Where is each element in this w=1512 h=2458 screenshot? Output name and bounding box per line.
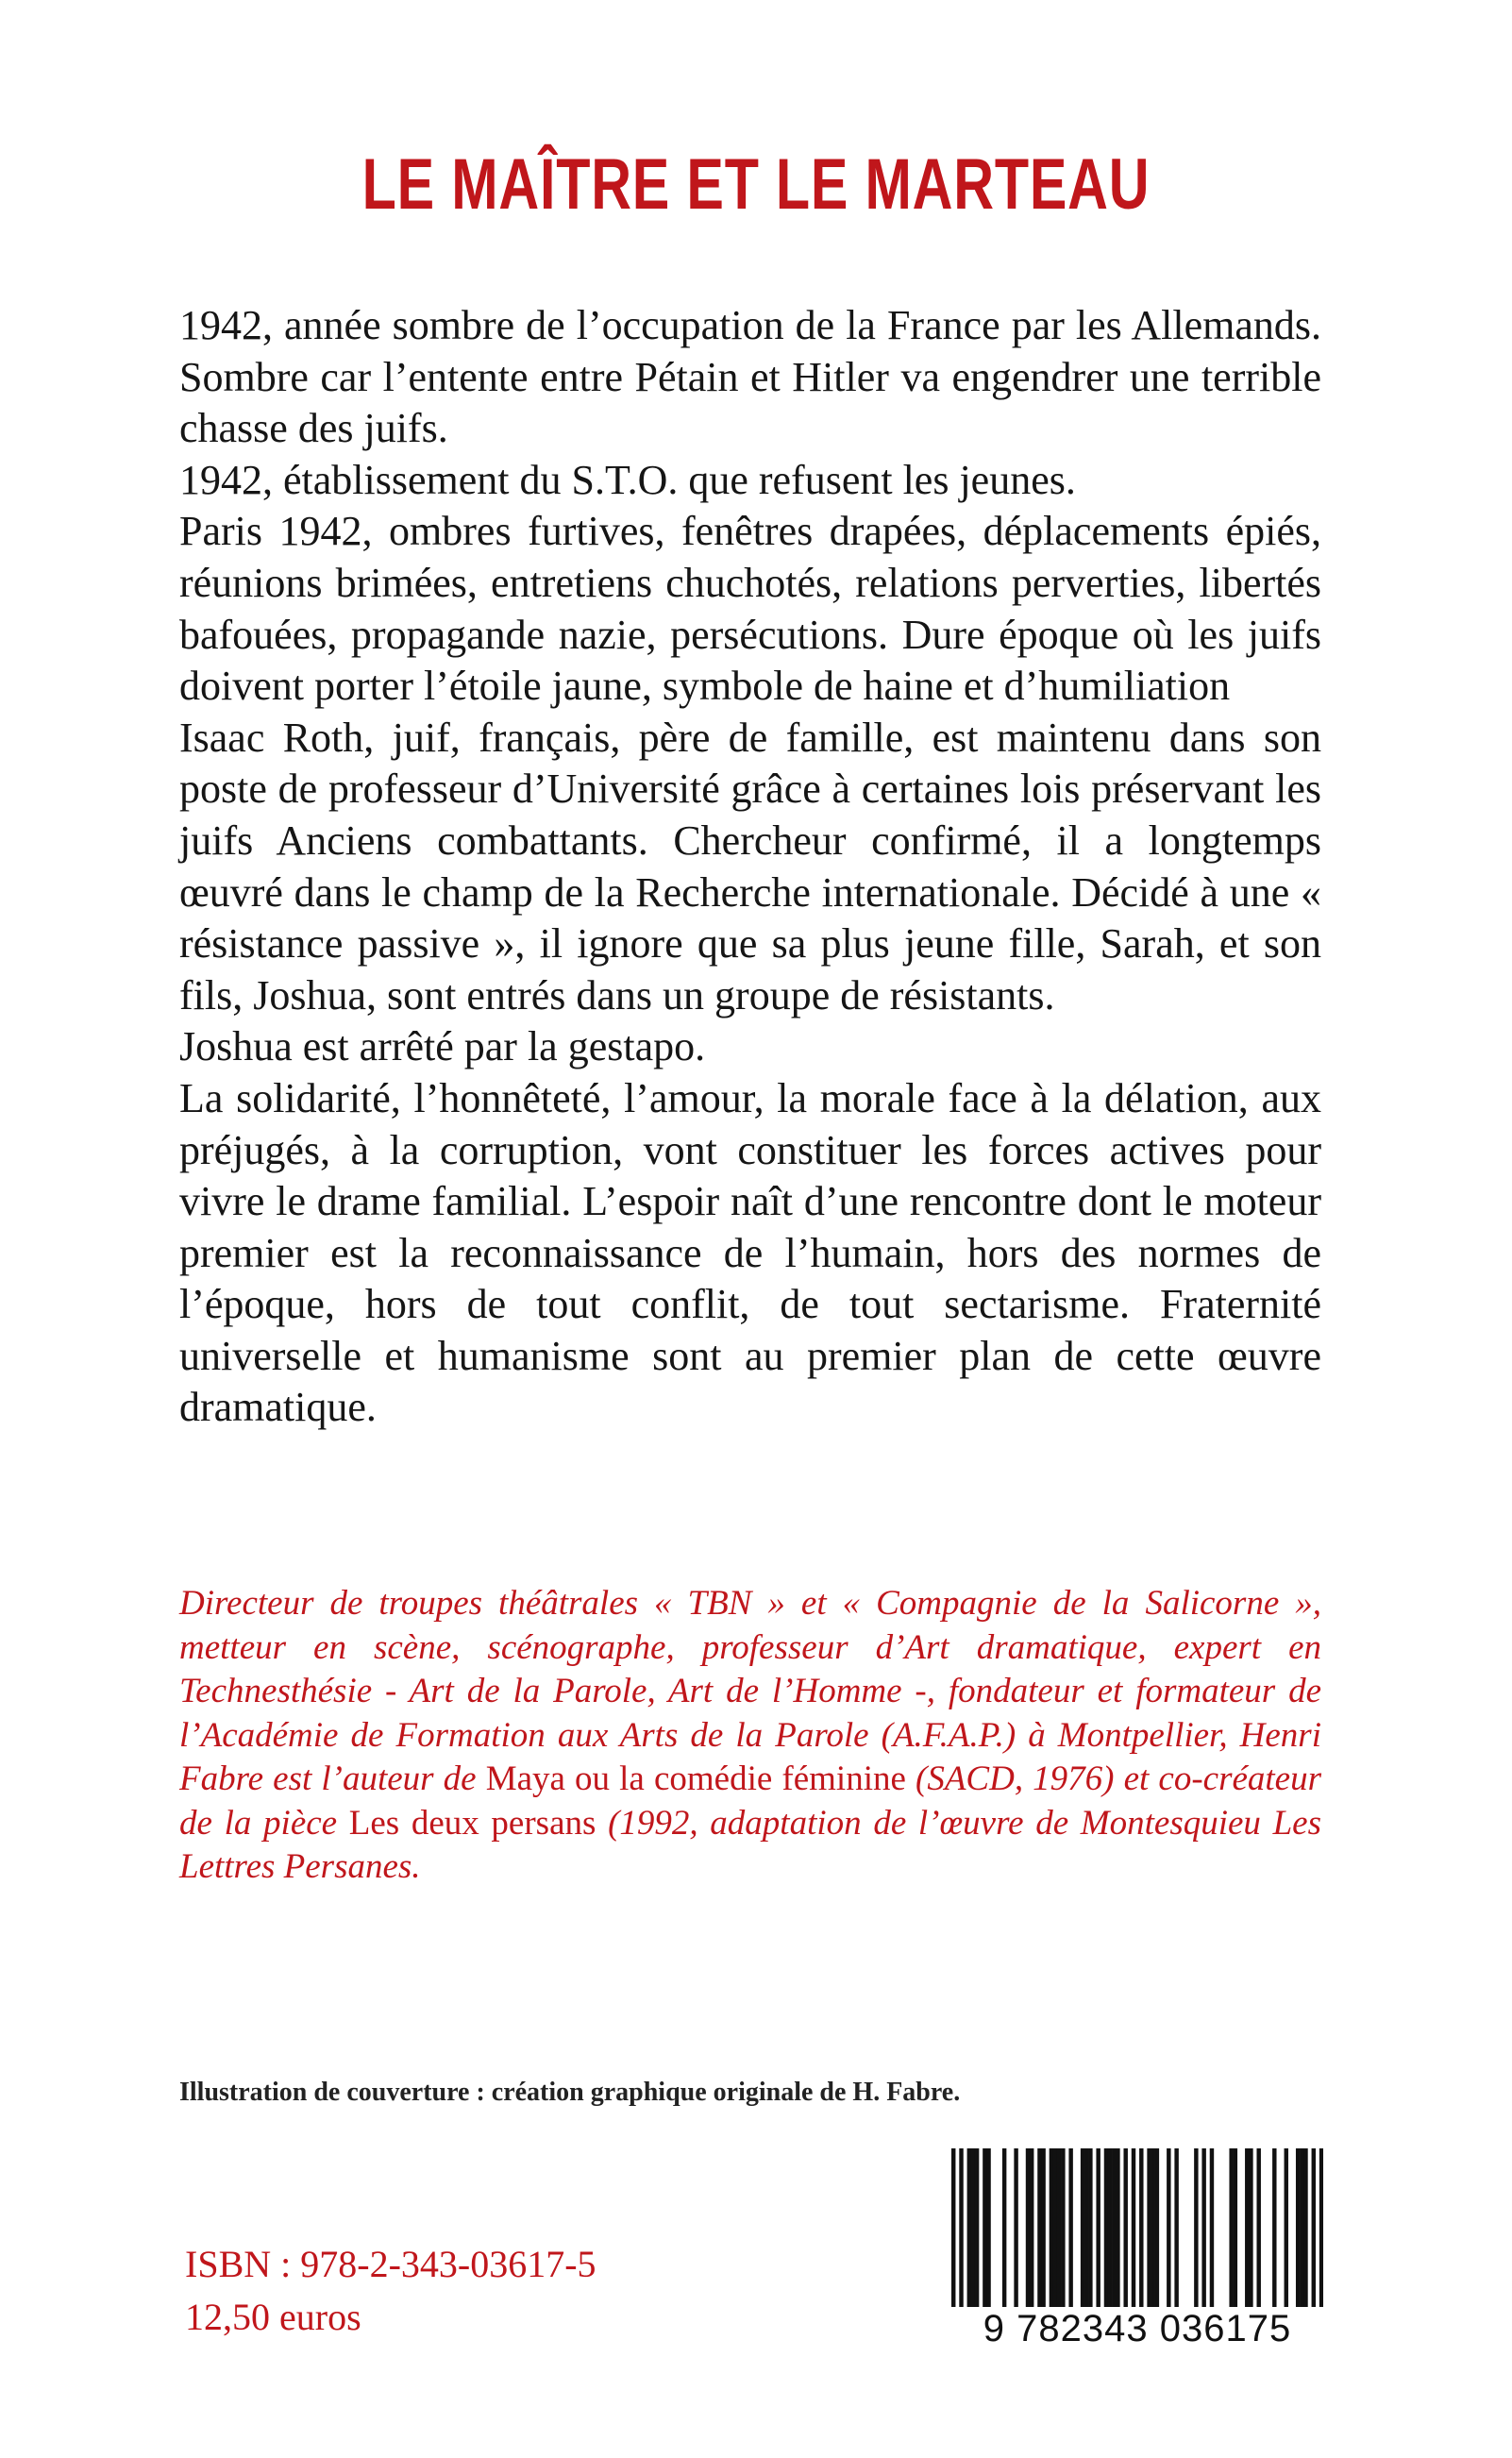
barcode-digits: 9 782343 036175: [948, 2307, 1327, 2350]
author-bio: [179, 1582, 1321, 1890]
barcode-bar: [1272, 2148, 1276, 2315]
barcode-bar: [1026, 2148, 1030, 2315]
synopsis-paragraph: Joshua est arrêté par la gestapo.: [179, 1023, 706, 1070]
barcode-bar: [1057, 2148, 1061, 2315]
barcode-bar: [1234, 2148, 1237, 2315]
barcode-bar: [1245, 2148, 1249, 2315]
author-bio-text: (1992, adaptation de l’œuvre de Montesquieu Les Lettres Persanes.: [179, 1803, 1322, 1886]
barcode-bar: [1210, 2148, 1214, 2315]
barcode-bar: [1096, 2148, 1100, 2315]
barcode-bar: [1053, 2148, 1057, 2315]
barcode-bar: [1112, 2148, 1116, 2315]
barcode-bar: [1030, 2148, 1033, 2315]
barcode-bar: [1155, 2148, 1159, 2315]
barcode-bars: [951, 2148, 1323, 2332]
synopsis-paragraph: 1942, établissement du S.T.O. que refusent les jeunes.: [179, 456, 1076, 503]
barcode-bar: [1139, 2148, 1143, 2332]
barcode-bar: [1151, 2148, 1155, 2315]
barcode-bar: [971, 2148, 975, 2315]
barcode-bar: [983, 2148, 986, 2315]
barcode-bar: [1002, 2148, 1006, 2315]
synopsis-paragraph: Isaac Roth, juif, français, père de famille, est maintenu dans son poste de professeur d’Université grâce à certaines lois préservant les juifs Anciens combattants. Chercheur confirmé, il a longtemps œuvré dans le champ de la Recherche internationale. Décidé à une « résistance passive », il ignore que sa plus jeune fille, Sarah, et son fils, Joshua, sont entrés dans un groupe de résistants.: [179, 714, 1321, 1019]
barcode-bar: [1229, 2148, 1233, 2315]
synopsis: [179, 300, 1321, 1434]
isbn: ISBN : 978-2-343-03617-5: [185, 2243, 596, 2285]
author-work-title: Les deux persans: [348, 1803, 596, 1843]
barcode-bar: [1194, 2148, 1198, 2315]
barcode-bar: [967, 2148, 971, 2315]
barcode: [951, 2148, 1323, 2332]
barcode-bar: [1014, 2148, 1017, 2315]
barcode-bar: [1108, 2148, 1112, 2315]
barcode-bar: [1050, 2148, 1053, 2315]
synopsis-paragraph: Paris 1942, ombres furtives, fenêtres drapées, déplacements épiés, réunions brimées, entretiens chuchotés, relations perverties, libertés bafouées, propagande nazie, persécutions. Dure époque où les juifs doivent porter l’étoile jaune, symbole de haine et d’humiliation: [179, 508, 1321, 710]
barcode-bar: [1296, 2148, 1300, 2315]
barcode-bar: [1041, 2148, 1045, 2315]
barcode-bar: [1201, 2148, 1205, 2315]
barcode-bar: [1084, 2148, 1088, 2315]
barcode-bar: [1167, 2148, 1170, 2315]
barcode-bar: [1147, 2148, 1151, 2315]
price: 12,50 euros: [185, 2296, 361, 2338]
barcode-bar: [959, 2148, 963, 2332]
barcode-bar: [1037, 2148, 1041, 2315]
barcode-bar: [1116, 2148, 1119, 2315]
barcode-bar: [1319, 2148, 1323, 2332]
barcode-bar: [1081, 2148, 1084, 2315]
barcode-bar: [1068, 2148, 1072, 2315]
book-title: LE MAÎTRE ET LE MARTEAU: [361, 144, 1151, 225]
barcode-bar: [1303, 2148, 1307, 2315]
barcode-bar: [1132, 2148, 1135, 2332]
synopsis-paragraph: 1942, année sombre de l’occupation de la France par les Allemands. Sombre car l’entente entre Pétain et Hitler va engendrer une terrible chasse des juifs.: [179, 302, 1321, 452]
barcode-bar: [975, 2148, 979, 2315]
barcode-bar: [1123, 2148, 1127, 2315]
barcode-bar: [1061, 2148, 1065, 2315]
barcode-bar: [1285, 2148, 1288, 2315]
barcode-bar: [1249, 2148, 1252, 2315]
barcode-bar: [1300, 2148, 1303, 2315]
author-bio-text: Directeur de troupes théâtrales « TBN » et « Compagnie de la Salicorne », metteur en scène, scénographe, professeur d’Art dramatique, expert en Technesthésie - Art de la Parole, Art de l’Homme -, fondateur et formateur de l’Académie de Formation aux Arts de la Parole (A.F.A.P.) à Montpellier, Henri Fabre est l’auteur de: [179, 1584, 1321, 1798]
barcode-bar: [1312, 2148, 1316, 2332]
barcode-bar: [1104, 2148, 1108, 2315]
synopsis-paragraph: La solidarité, l’honnêteté, l’amour, la morale face à la délation, aux préjugés, à la corruption, vont constituer les forces actives pour vivre le drame familial. L’espoir naît d’une rencontre dont le moteur premier est la reconnaissance de l’humain, hors des normes de l’époque, hors de tout conflit, de tout sectarisme. Fraternité universelle et humanisme sont au premier plan de cette œuvre dramatique.: [179, 1074, 1321, 1431]
author-bio-text: (SACD, 1976) et co-créateur de la pièce: [179, 1759, 1322, 1843]
barcode-bar: [951, 2148, 955, 2332]
author-work-title: Maya ou la comédie féminine: [485, 1759, 906, 1798]
barcode-bar: [986, 2148, 990, 2315]
cover-illustration-credit: Illustration de couverture : création graphique originale de H. Fabre.: [179, 2078, 961, 2107]
barcode-bar: [1088, 2148, 1092, 2315]
barcode-bar: [1256, 2148, 1260, 2315]
barcode-bar: [1174, 2148, 1178, 2315]
